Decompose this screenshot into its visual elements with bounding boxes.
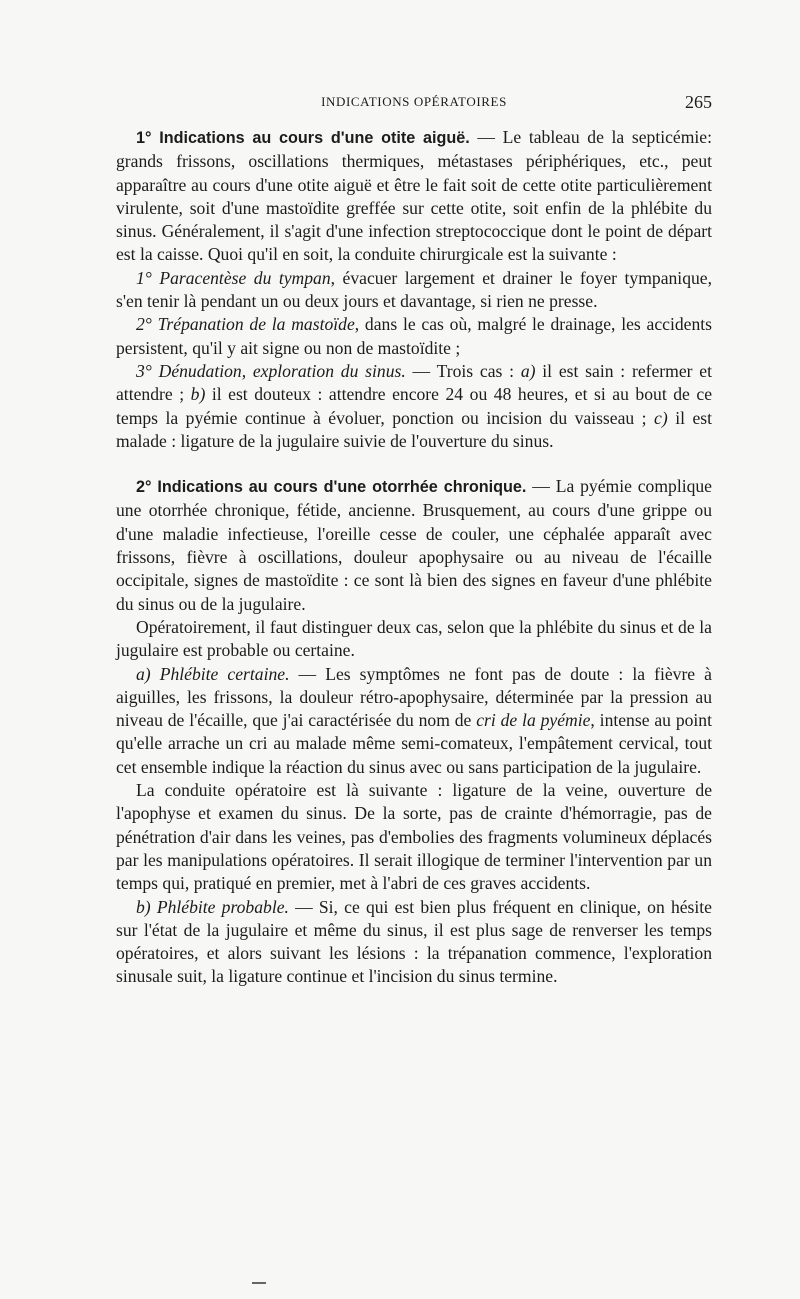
item3-case-a: a) — [520, 360, 536, 381]
page-body — [116, 126, 712, 989]
section1-heading: 1° Indications au cours d'une otite aiguë. — [136, 129, 470, 147]
case-a-text-2: , intense au point qu'elle arrache un cri au malade même semi-comateux, l'empâtement cervical, tout cet ensemble indique la réaction du sinus avec ou sans participation de la jugulaire. — [116, 710, 712, 777]
item3-text-b: il est sain : refermer et attendre ; — [116, 360, 712, 405]
case-a-label: a) Phlébite certaine. — [136, 663, 290, 684]
item3-text-c: il est douteux : attendre encore 24 ou 48 heures, et si au bout de ce temps la pyémie continue à évoluer, ponction ou incision du vaisseau ; — [116, 384, 713, 428]
section2-heading: 2° Indications au cours d'une otorrhée chronique. — [136, 478, 527, 497]
running-title: INDICATIONS OPÉRATOIRES — [321, 94, 507, 109]
section1-item-2 — [116, 313, 712, 360]
section1-item-1 — [116, 267, 712, 314]
section1-paragraph — [116, 126, 712, 267]
item3-text-a: — Trois cas : — [405, 360, 521, 381]
item2-label: 2° Trépanation de la mastoïde — [136, 314, 355, 335]
item3-case-c: c) — [654, 407, 668, 428]
section2-text: — La pyémie complique une otorrhée chronique, fétide, ancienne. Brusquement, au cours d'une grippe ou d'une maladie infectieuse, l'oreille cesse de couler, une céphalée apparaît avec frissons, fièvre à oscillations, douleur apophysaire ou au niveau de l'écaille occipitale, signes de mastoïdite : ce sont là bien des signes en faveur d'une phlébite du sinus ou de la jugulaire. — [116, 476, 712, 614]
item3-label: 3° Dénudation, exploration du sinus. — [136, 360, 406, 381]
section2-para2: Opératoirement, il faut distinguer deux cas, selon que la phlébite du sinus et de la jugulaire est probable ou certaine. — [116, 616, 712, 661]
section2-conduite: La conduite opératoire est là suivante : ligature de la veine, ouverture de l'apophyse et examen du sinus. De la sorte, pas de crainte d'hémorragie, pas de pénétration d'air dans les veines, pas d'embolies des fragments volumineux déplacés par les manipulations opératoires. Il serait illogique de terminer l'intervention par un temps qui, pratiqué en premier, met à l'abri de ces graves accidents. — [116, 780, 712, 894]
item1-label: 1° Paracentèse du tympan — [136, 267, 331, 288]
page-header — [116, 92, 712, 114]
section1-text: — Le tableau de la septicémie: grands frissons, oscillations thermiques, métastases périphériques, etc., peut apparaître au cours d'une otite aiguë et être le fait soit de cette otite particulièrement virulente, soit d'une mastoïdite greffée sur cette otite, soit enfin de la phlébite du sinus. Généralement, il s'agit d'une infection streptococcique dont le point de départ est la caisse. Quoi qu'il en soit, la conduite chirurgicale est la suivante : — [116, 127, 712, 265]
case-a-text-1: — Les symptômes ne font pas de doute : la fièvre à aiguilles, les frissons, la douleur rétro-apophysaire, déterminée par la pression au niveau de l'écaille, que j'ai caractérisée du nom de — [116, 663, 712, 731]
section1-item-3 — [116, 360, 712, 453]
case-b-text: — Si, ce qui est bien plus fréquent en clinique, on hésite sur l'état de la jugulaire et même du sinus, il est plus sage de renverser les temps opératoires, et alors suivant les lésions : la trépanation commence, l'exploration sinusale suit, la ligature continue et l'incision du sinus termine. — [116, 896, 712, 987]
footer-mark — [252, 1282, 266, 1284]
page-number: 265 — [685, 92, 712, 112]
item3-text-d: il est malade : ligature de la jugulaire suivie de l'ouverture du sinus. — [116, 407, 712, 451]
section2-paragraph — [116, 475, 712, 616]
item1-text: , évacuer largement et drainer le foyer tympanique, s'en tenir là pendant un ou deux jours et davantage, si rien ne presse. — [116, 267, 712, 312]
case-a-term: cri de la pyémie — [476, 710, 591, 731]
case-b-label: b) Phlébite probable. — [136, 896, 289, 917]
section2-case-b — [116, 896, 712, 989]
section2-case-a — [116, 663, 712, 779]
item3-case-b: b) — [190, 384, 206, 405]
item2-text: , dans le cas où, malgré le drainage, les accidents persistent, qu'il y ait signe ou non de mastoïdite ; — [116, 314, 712, 358]
